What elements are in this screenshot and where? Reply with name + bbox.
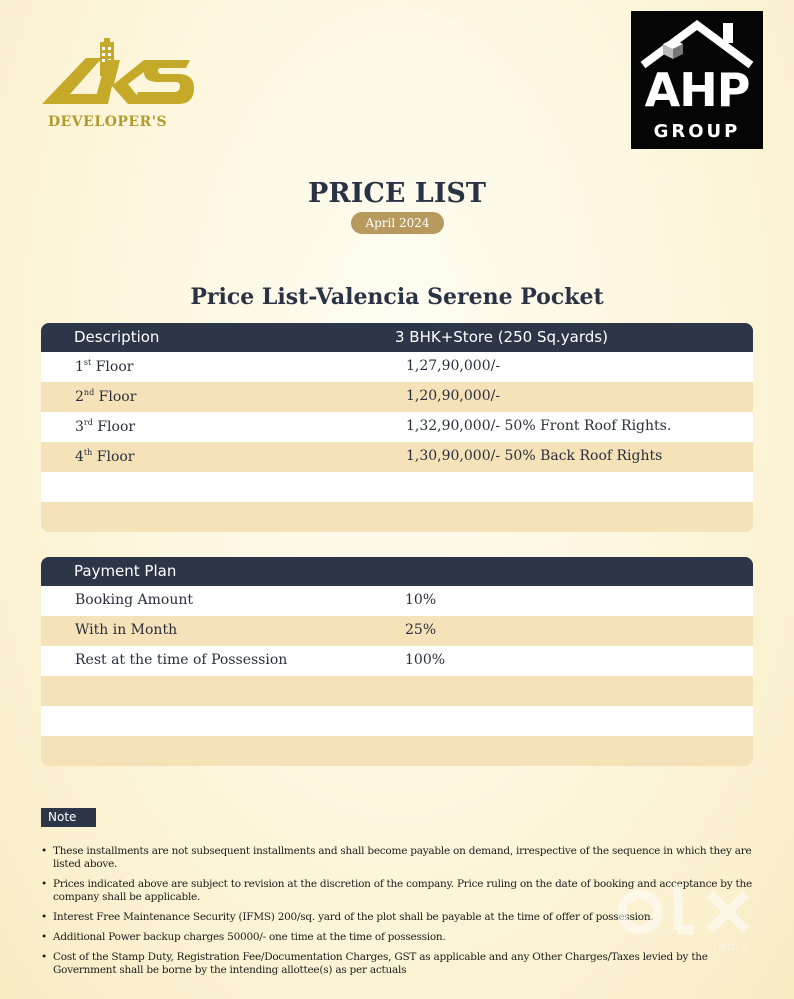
olx-india-label: INDIA	[714, 943, 750, 953]
payment-value: 100%	[405, 652, 446, 668]
header-payment-plan: Payment Plan	[74, 562, 177, 580]
table-row	[41, 616, 753, 646]
price-table	[41, 323, 753, 532]
payment-label: Rest at the time of Possession	[75, 652, 288, 668]
page-title: PRICE LIST	[307, 178, 487, 209]
table-row	[41, 382, 753, 412]
table-row	[41, 412, 753, 442]
empty-row	[41, 676, 753, 706]
table-row	[41, 586, 753, 616]
empty-row	[41, 736, 753, 766]
table-row	[41, 646, 753, 676]
note-item: • These installments are not subsequent installments and shall become payable on demand, irrespective of the sequence in which they are listed above.	[41, 845, 757, 871]
empty-row	[41, 706, 753, 736]
payment-label: With in Month	[75, 622, 178, 638]
price-list-subtitle: Price List-Valencia Serene Pocket	[190, 284, 604, 310]
price-table-header	[41, 323, 753, 352]
payment-plan-header	[41, 557, 753, 586]
header-description: Description	[74, 328, 160, 346]
ahp-logo-text: AHP	[644, 63, 750, 117]
note-badge: Note	[41, 808, 96, 827]
ks-logo-mark	[40, 38, 200, 116]
olx-logo-icon	[614, 876, 764, 956]
table-row	[41, 352, 753, 382]
payment-label: Booking Amount	[75, 592, 194, 608]
payment-value: 10%	[405, 592, 437, 608]
ahp-logo-group-text: GROUP	[653, 121, 741, 142]
floor-label: 1st Floor	[75, 358, 134, 375]
floor-price: 1,30,90,000/- 50% Back Roof Rights	[406, 448, 663, 464]
table-row	[41, 442, 753, 472]
empty-row	[41, 502, 753, 532]
floor-price: 1,32,90,000/- 50% Front Roof Rights.	[406, 418, 672, 434]
ks-logo-subtitle: DEVELOPER'S	[48, 114, 168, 130]
payment-plan-table	[41, 557, 753, 766]
payment-value: 25%	[405, 622, 437, 638]
olx-watermark	[614, 876, 764, 956]
note-item: • Cost of the Stamp Duty, Registration Fee/Documentation Charges, GST as applicable and any Other Charges/Taxes levied by the Government shall be borne by the intending allottee(s) as per actuals	[41, 951, 757, 977]
note-item: • Prices indicated above are subject to revision at the discretion of the company. Price ruling on the date of booking and acceptance by the company shall be applicable.	[41, 878, 757, 904]
ahp-group-logo	[631, 11, 763, 149]
floor-price: 1,20,90,000/-	[406, 388, 501, 404]
floor-label: 2nd Floor	[75, 388, 137, 405]
floor-label: 4th Floor	[75, 448, 135, 465]
note-item: • Additional Power backup charges 50000/- one time at the time of possession.	[41, 931, 757, 944]
note-item: • Interest Free Maintenance Security (IFMS) 200/sq. yard of the plot shall be payable at the time of offer of possession.	[41, 911, 757, 924]
date-badge: April 2024	[351, 212, 444, 234]
ks-developers-logo	[40, 38, 200, 138]
floor-label: 3rd Floor	[75, 418, 136, 435]
floor-price: 1,27,90,000/-	[406, 358, 501, 374]
house-roof-icon	[639, 19, 755, 69]
header-unit-type: 3 BHK+Store (250 Sq.yards)	[395, 328, 608, 346]
empty-row	[41, 472, 753, 502]
